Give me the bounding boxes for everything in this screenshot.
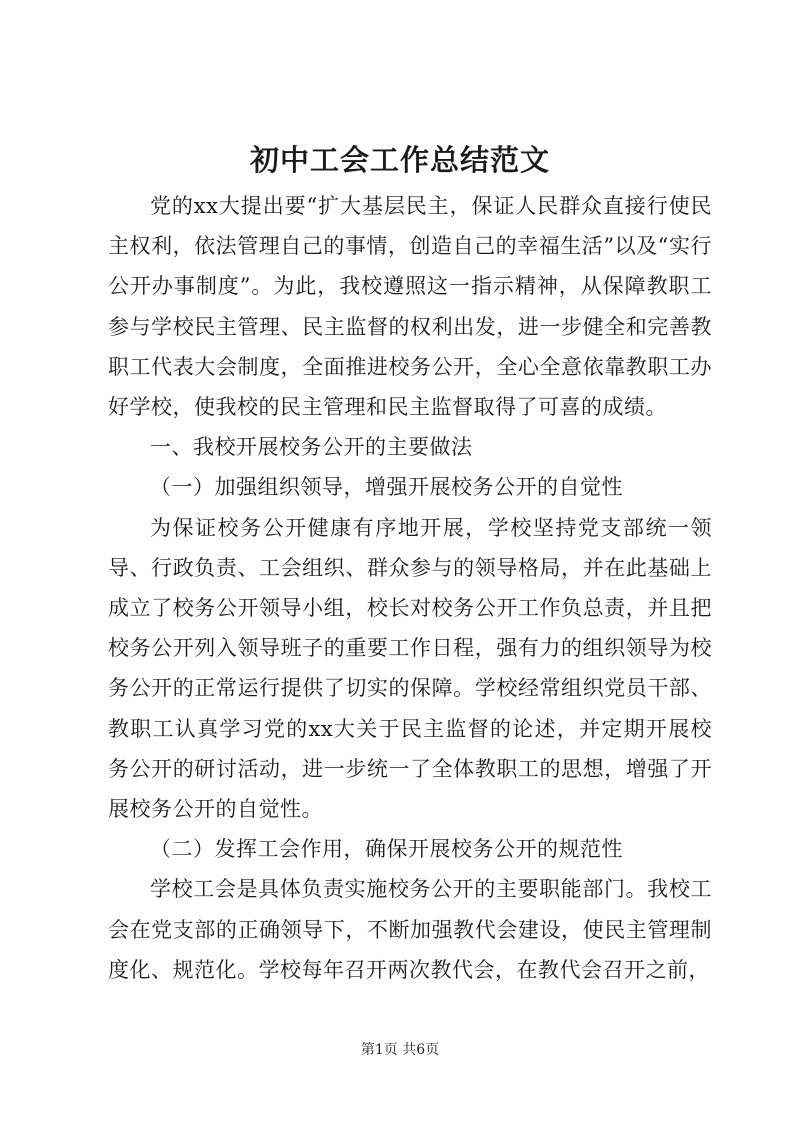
paragraph-organization: 为保证校务公开健康有序地开展，学校坚持党支部统一领导、行政负责、工会组织、群众参与的领导格局，并在此基础上成立了校务公开领导小组，校长对校务公开工作负总责，并且把校务公开列入领导班子的重要工作日程，强有力的组织领导为校务公开的正常运行提供了切实的保障。学校经常组织党员干部、教职工认真学习党的xx大关于民主监督的论述，并定期开展校务公开的研讨活动，进一步统一了全体教职工的思想，增强了开展校务公开的自觉性。 [108,515,712,822]
paragraph-intro: 党的xx大提出要“扩大基层民主，保证人民群众直接行使民主权利，依法管理自己的事情，创造自己的幸福生活”以及“实行公开办事制度”。为此，我校遵照这一指示精神，从保障教职工参与学校民主管理、民主监督的权利出发，进一步健全和完善教职工代表大会制度，全面推进校务公开，全心全意依靠教职工办好学校，使我校的民主管理和民主监督取得了可喜的成绩。 [108,194,712,420]
document-title: 初中工会工作总结范文 [249,143,550,177]
paragraph-union-role: 学校工会是具体负责实施校务公开的主要职能部门。我校工会在党支部的正确领导下，不断加强教代会建设，使民主管理制度化、规范化。学校每年召开两次教代会，在教代会召开之前， [108,877,712,982]
subsection-heading-2: （二）发挥工会作用，确保开展校务公开的规范性 [150,837,623,862]
page-number-footer: 第1页 共6页 [360,1042,440,1058]
document-body [108,186,712,990]
subsection-heading-1: （一）加强组织领导，增强开展校务公开的自觉性 [150,475,623,500]
section-heading-1: 一、我校开展校务公开的主要做法 [150,435,473,460]
